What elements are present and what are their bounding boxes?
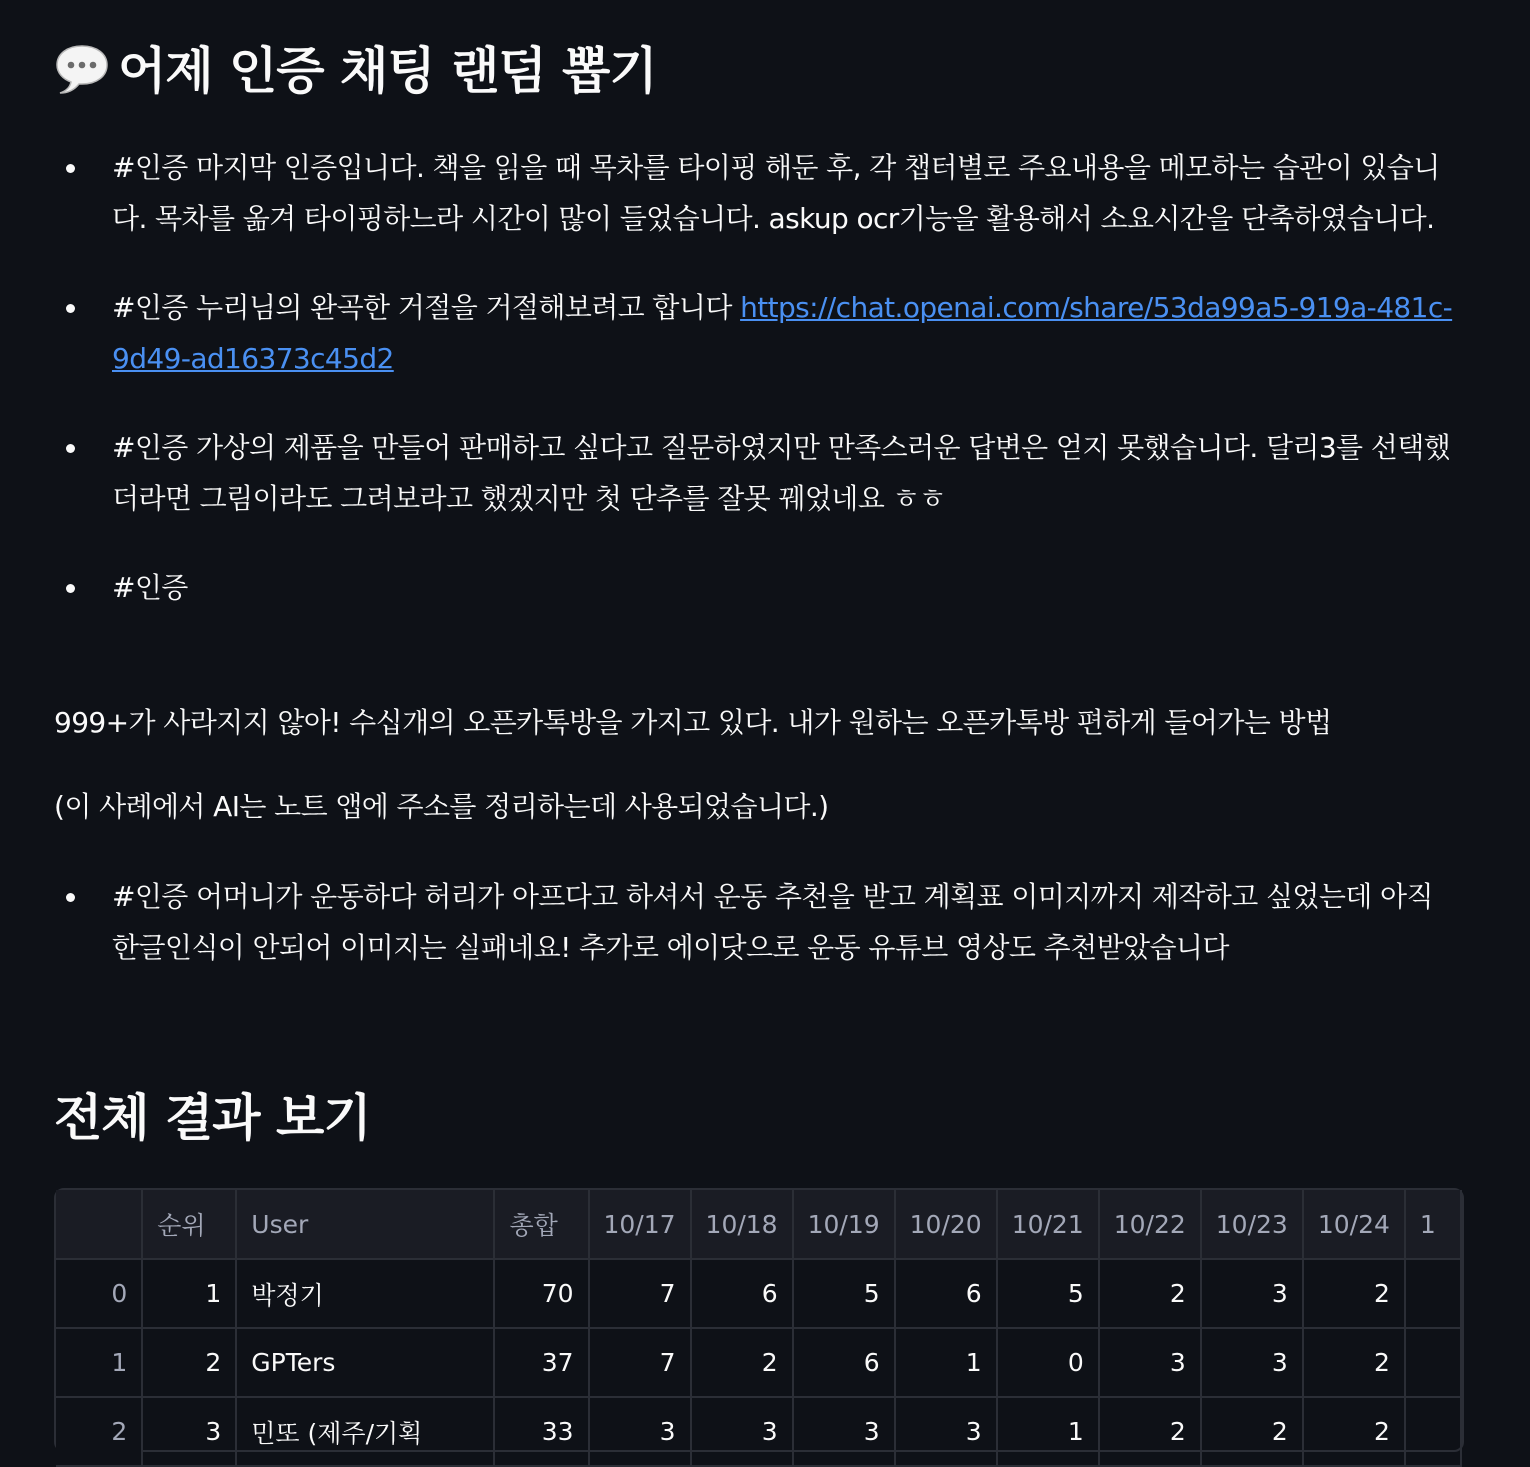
chat-list (54, 142, 1460, 651)
table-cell[interactable]: 3 (691, 1397, 793, 1466)
column-header[interactable]: 10/22 (1099, 1190, 1201, 1259)
paragraph-open-chat: 999+가 사라지지 않아! 수십개의 오픈카톡방을 가지고 있다. 내가 원하는 오픈카톡방 편하게 들어가는 방법 (54, 706, 1332, 739)
table-cell[interactable]: 37 (494, 1328, 588, 1397)
table-cell[interactable]: 3 (1099, 1328, 1201, 1397)
table-cell[interactable]: 6 (895, 1259, 997, 1328)
table-cell[interactable]: 0 (997, 1328, 1099, 1397)
index-header[interactable] (56, 1190, 142, 1259)
column-header[interactable]: 10/21 (997, 1190, 1099, 1259)
row-index-cell[interactable]: 1 (56, 1328, 142, 1397)
chat-list-2 (54, 871, 1460, 1011)
table-cell[interactable]: 3 (589, 1397, 691, 1466)
table-cell[interactable]: 3 (895, 1397, 997, 1466)
table-cell[interactable]: 2 (142, 1328, 236, 1397)
table-cell[interactable]: 1 (997, 1397, 1099, 1466)
table-cell[interactable]: 70 (494, 1259, 588, 1328)
column-header[interactable]: 10/20 (895, 1190, 997, 1259)
list-item-text: #인증 가상의 제품을 만들어 판매하고 싶다고 질문하였지만 만족스러운 답변은 얻지 못했습니다. 달리3를 선택했더라면 그림이라도 그려보라고 했겠지만 첫 단추를 잘못 꿰었네요 ㅎㅎ (112, 431, 1451, 515)
section-title-results: 전체 결과 보기 (54, 1089, 371, 1147)
table-cell[interactable]: 3 (142, 1397, 236, 1466)
section-title-random-chat (54, 40, 657, 101)
column-header[interactable]: 10/24 (1303, 1190, 1405, 1259)
table-cell[interactable]: 박정기 (236, 1259, 494, 1328)
table-cell[interactable]: 6 (793, 1328, 895, 1397)
list-item (54, 282, 1460, 384)
results-dataframe (56, 1190, 1462, 1467)
table-row[interactable] (56, 1328, 1461, 1397)
table-cell[interactable]: 민또 (제주/기획 (236, 1397, 494, 1466)
table-cell[interactable]: 6 (691, 1259, 793, 1328)
results-table[interactable] (54, 1188, 1464, 1452)
table-cell[interactable]: 2 (1201, 1397, 1303, 1466)
table-cell[interactable]: 3 (1201, 1259, 1303, 1328)
table-cell[interactable] (1405, 1259, 1461, 1328)
table-row[interactable] (56, 1259, 1461, 1328)
column-header[interactable]: 10/17 (589, 1190, 691, 1259)
table-cell[interactable]: 5 (793, 1259, 895, 1328)
table-cell[interactable]: 5 (997, 1259, 1099, 1328)
list-item-text: #인증 마지막 인증입니다. 책을 읽을 때 목차를 타이핑 해둔 후, 각 챕터별로 주요내용을 메모하는 습관이 있습니다. 목차를 옮겨 타이핑하느라 시간이 많이 들었습니다. askup ocr기능을 활용해서 소요시간을 단축하였습니다. (112, 151, 1440, 235)
table-cell[interactable]: 3 (793, 1397, 895, 1466)
column-header[interactable]: User (236, 1190, 494, 1259)
table-cell[interactable]: 2 (1303, 1328, 1405, 1397)
table-cell[interactable]: 7 (589, 1259, 691, 1328)
table-cell[interactable]: 2 (1099, 1259, 1201, 1328)
column-header[interactable]: 10/19 (793, 1190, 895, 1259)
list-item (54, 871, 1460, 973)
table-cell[interactable]: GPTers (236, 1328, 494, 1397)
table-cell[interactable]: 2 (1099, 1397, 1201, 1466)
table-cell[interactable]: 7 (589, 1328, 691, 1397)
section-title-text: 어제 인증 채팅 랜덤 뽑기 (118, 42, 657, 100)
share-link[interactable]: https://chat.openai.com/share/53da99a5-919a-481c-9d49-ad16373c45d2 (112, 291, 1453, 375)
table-cell[interactable]: 2 (1303, 1259, 1405, 1328)
table-cell[interactable] (1405, 1397, 1461, 1466)
speech-balloon-icon (54, 40, 110, 96)
list-item-text: #인증 어머니가 운동하다 허리가 아프다고 하셔서 운동 추천을 받고 계획표 이미지까지 제작하고 싶었는데 아직 한글인식이 안되어 이미지는 실패네요! 추가로 에이닷으로 운동 유튜브 영상도 추천받았습니다 (112, 880, 1433, 964)
row-index-cell[interactable]: 2 (56, 1397, 142, 1466)
column-header[interactable]: 10/18 (691, 1190, 793, 1259)
list-item (54, 142, 1460, 244)
table-cell[interactable] (1405, 1328, 1461, 1397)
column-header[interactable]: 1 (1405, 1190, 1461, 1259)
column-header[interactable]: 10/23 (1201, 1190, 1303, 1259)
row-index-cell[interactable]: 0 (56, 1259, 142, 1328)
table-cell[interactable]: 1 (895, 1328, 997, 1397)
table-cell[interactable]: 1 (142, 1259, 236, 1328)
table-cell[interactable]: 2 (1303, 1397, 1405, 1466)
column-header[interactable]: 총합 (494, 1190, 588, 1259)
table-cell[interactable]: 33 (494, 1397, 588, 1466)
list-item-text: #인증 누리님의 완곡한 거절을 거절해보려고 합니다 (112, 291, 741, 324)
paragraph-note: (이 사례에서 AI는 노트 앱에 주소를 정리하는데 사용되었습니다.) (54, 790, 829, 823)
list-item (54, 562, 1460, 613)
list-item (54, 422, 1460, 524)
table-header-row (56, 1190, 1461, 1259)
list-item-text: #인증 (112, 571, 188, 604)
table-cell[interactable]: 3 (1201, 1328, 1303, 1397)
column-header[interactable]: 순위 (142, 1190, 236, 1259)
table-row[interactable] (56, 1397, 1461, 1466)
table-cell[interactable]: 2 (691, 1328, 793, 1397)
